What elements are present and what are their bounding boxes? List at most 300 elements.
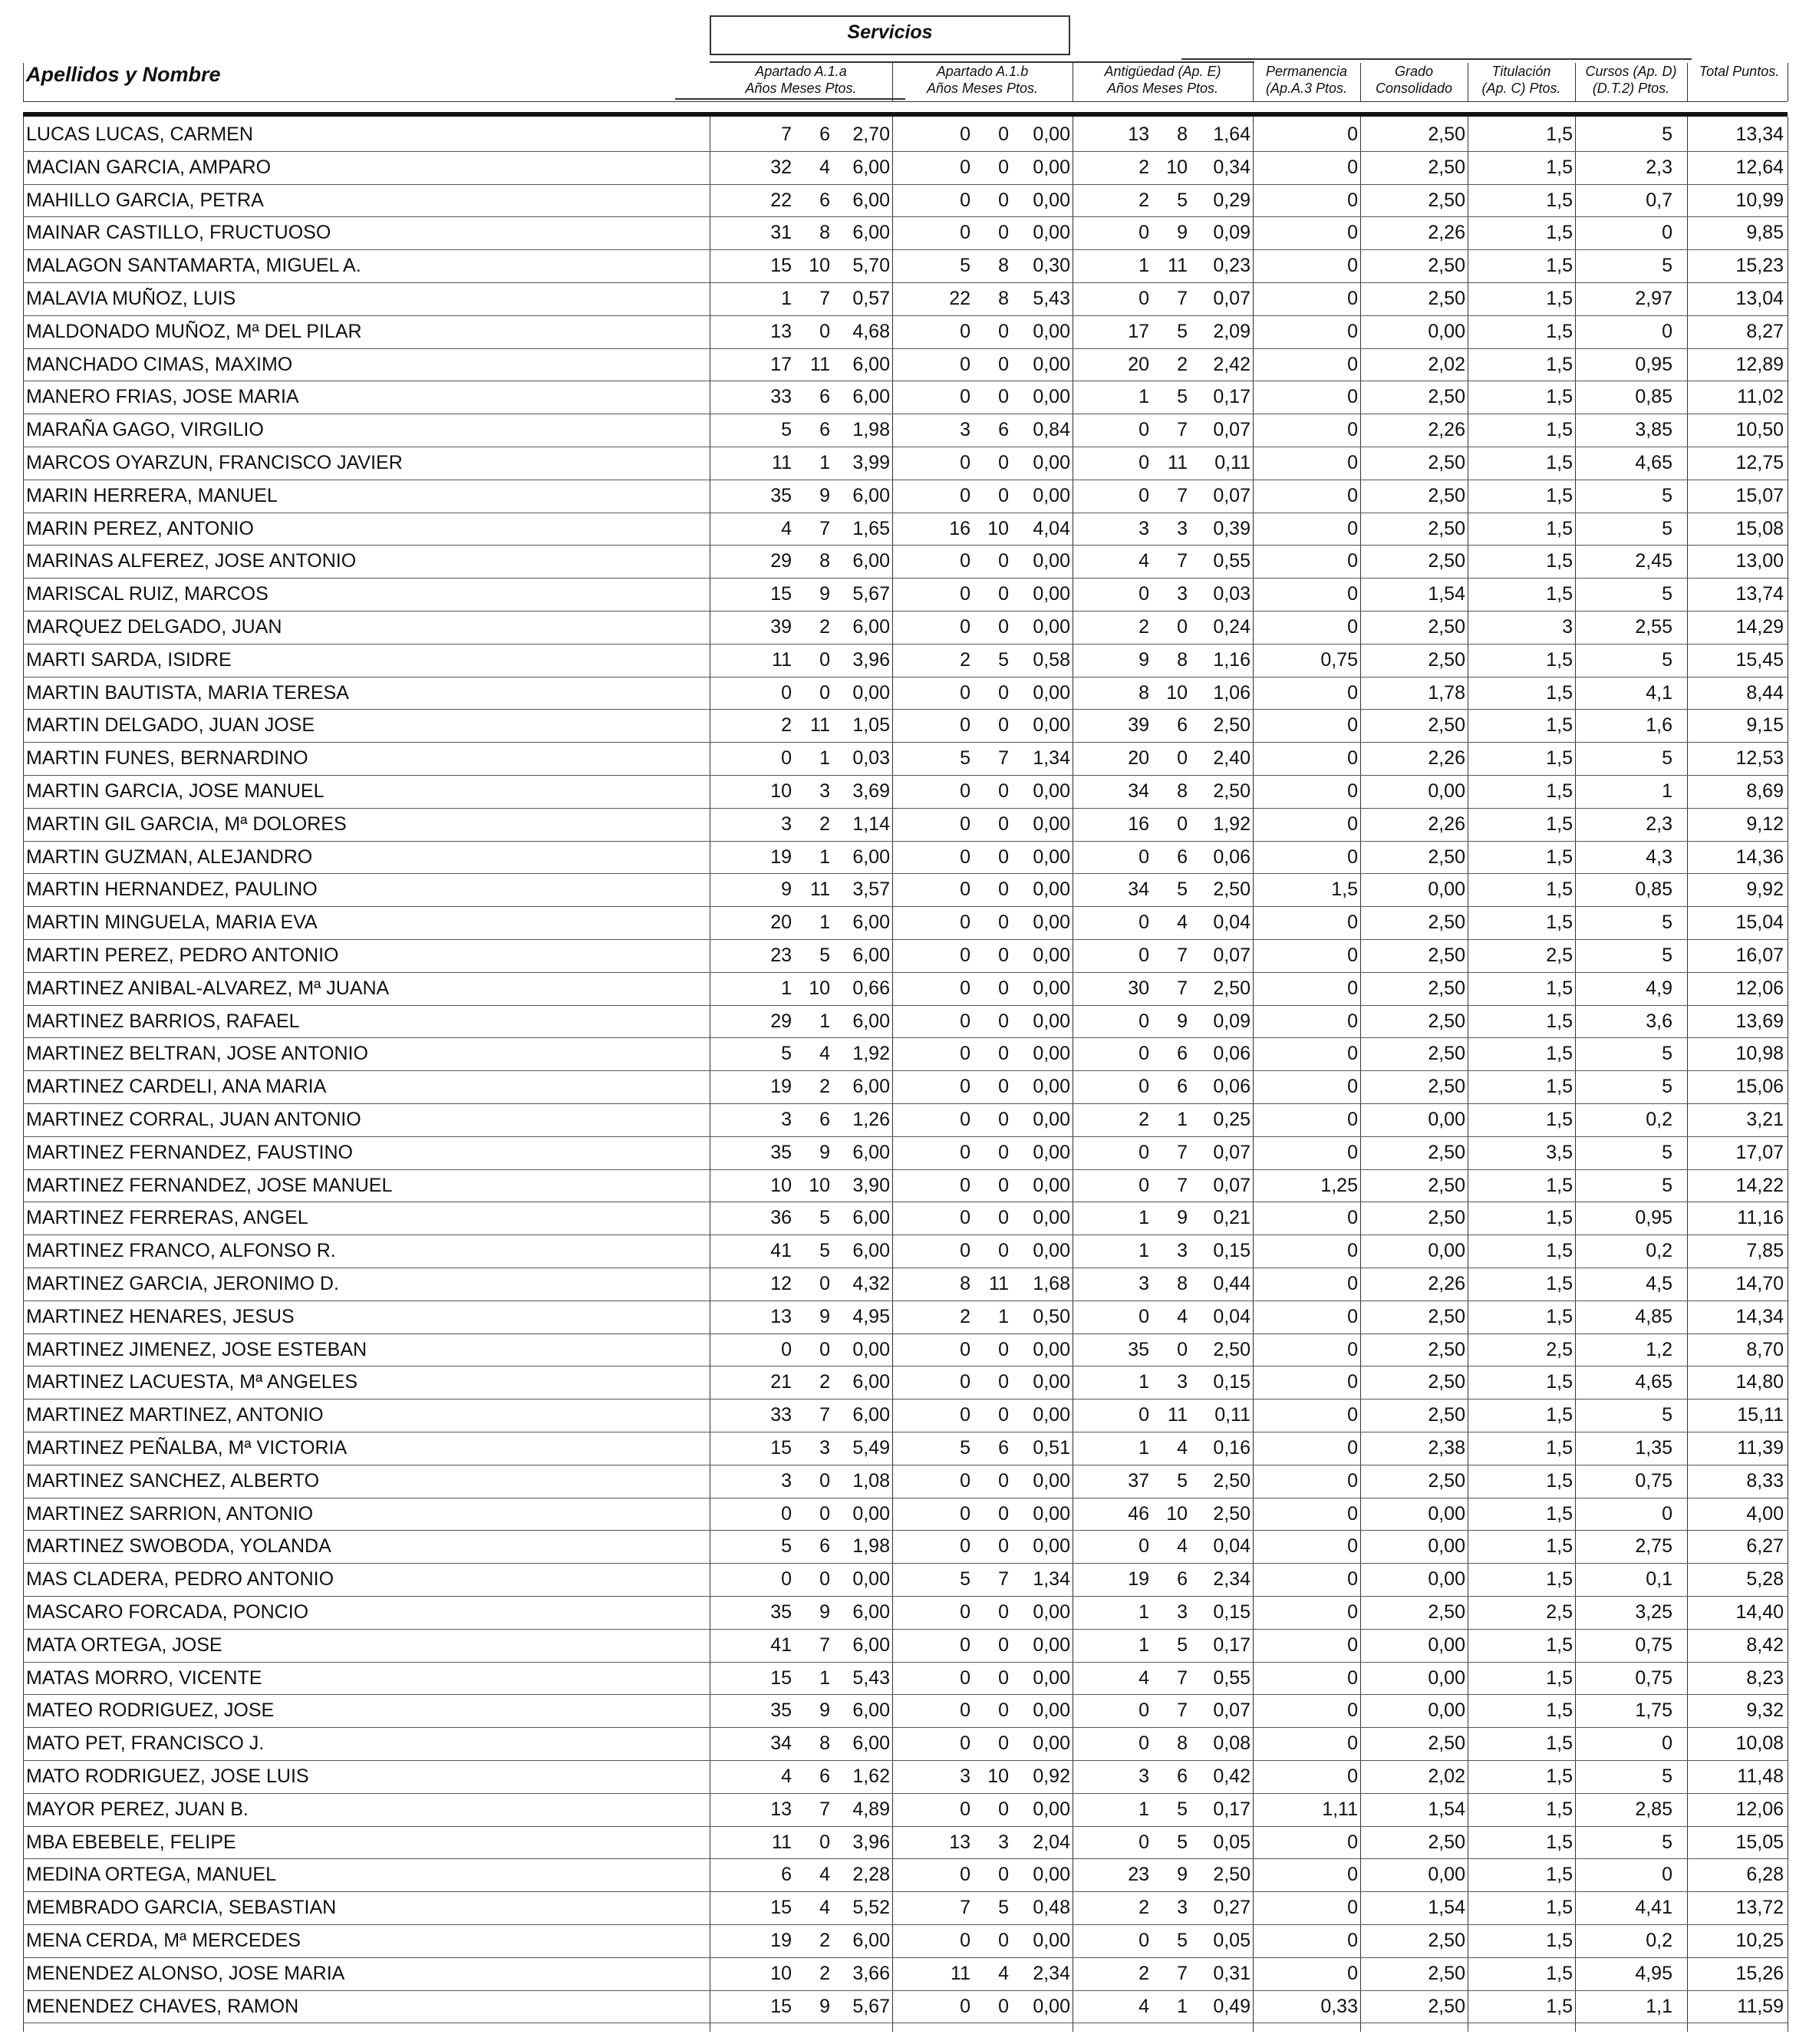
antiguedad-months-cell: 3 [1177, 583, 1188, 605]
a1a-months-cell: 3 [819, 1437, 830, 1459]
antiguedad-years-cell: 17 [1128, 320, 1149, 342]
col-header-a1a: Apartado A.1.a Años Meses Ptos. [745, 64, 857, 96]
permanencia-points-cell: 0 [1347, 222, 1358, 244]
antiguedad-years-cell: 0 [1139, 452, 1149, 473]
grado-consolidado-cell: 2,50 [1428, 1404, 1465, 1426]
cursos-points-cell: 5 [1662, 484, 1672, 506]
grado-consolidado-cell: 2,50 [1428, 1338, 1465, 1360]
cursos-points-cell: 0,75 [1635, 1469, 1672, 1492]
a1b-months-cell: 6 [998, 1437, 1009, 1459]
antiguedad-points-cell: 0,17 [1213, 1798, 1251, 1820]
col-header-a1b: Apartado A.1.b Años Meses Ptos. [926, 64, 1039, 96]
antiguedad-points-cell: 0,55 [1213, 1667, 1251, 1689]
a1b-points-cell: 1,34 [1033, 747, 1070, 770]
a1a-months-cell: 9 [819, 1699, 830, 1722]
a1a-months-cell: 1 [819, 912, 830, 934]
table-row [0, 1202, 1819, 1235]
a1a-months-cell: 7 [819, 517, 830, 539]
a1b-years-cell: 0 [960, 484, 970, 506]
permanencia-points-cell: 0 [1347, 813, 1358, 835]
person-name: MBA EBEBELE, FELIPE [26, 1831, 236, 1853]
a1a-points-cell: 0,00 [852, 1338, 890, 1360]
person-name: MARTINEZ BARRIOS, RAFAEL [26, 1010, 300, 1032]
permanencia-points-cell: 0 [1347, 1469, 1358, 1492]
a1a-months-cell: 1 [819, 452, 830, 473]
a1a-points-cell: 6,00 [852, 616, 890, 638]
a1a-months-cell: 5 [819, 945, 830, 966]
grado-consolidado-cell: 2,50 [1428, 714, 1465, 737]
titulacion-points-cell: 1,5 [1546, 1043, 1573, 1065]
a1a-months-cell: 2 [819, 1371, 830, 1393]
antiguedad-years-cell: 13 [1128, 124, 1149, 145]
a1b-years-cell: 0 [960, 1076, 970, 1098]
a1a-points-cell: 6,00 [852, 1207, 890, 1229]
a1a-points-cell: 4,32 [852, 1273, 890, 1294]
titulacion-points-cell: 1,5 [1546, 1207, 1573, 1229]
titulacion-points-cell: 1,5 [1546, 288, 1573, 309]
a1b-months-cell: 0 [998, 879, 1009, 901]
a1a-months-cell: 1 [819, 1667, 830, 1689]
a1b-years-cell: 5 [960, 747, 970, 770]
antiguedad-points-cell: 0,07 [1213, 1174, 1251, 1196]
antiguedad-points-cell: 2,40 [1213, 747, 1251, 770]
antiguedad-points-cell: 1,06 [1213, 681, 1251, 704]
a1b-years-cell: 0 [960, 1634, 970, 1656]
a1a-months-cell: 4 [819, 1864, 830, 1886]
a1a-points-cell: 6,00 [852, 1699, 890, 1722]
antiguedad-years-cell: 2 [1139, 1897, 1149, 1919]
a1a-years-cell: 1 [781, 977, 792, 999]
cursos-points-cell: 0 [1662, 1864, 1672, 1886]
titulacion-points-cell: 1,5 [1546, 1240, 1573, 1262]
permanencia-points-cell: 0 [1347, 1930, 1358, 1951]
grado-consolidado-cell: 2,50 [1428, 124, 1465, 145]
a1a-points-cell: 5,49 [852, 1437, 890, 1459]
a1a-points-cell: 6,00 [852, 222, 890, 244]
antiguedad-months-cell: 8 [1177, 780, 1188, 802]
a1a-years-cell: 34 [770, 1732, 792, 1755]
a1a-years-cell: 20 [770, 912, 792, 934]
titulacion-points-cell: 1,5 [1546, 353, 1573, 375]
person-name: MALAVIA MUÑOZ, LUIS [26, 288, 236, 309]
permanencia-points-cell: 1,5 [1331, 879, 1358, 901]
cursos-points-cell: 2,3 [1646, 813, 1672, 835]
a1b-points-cell: 0,00 [1033, 1043, 1070, 1065]
a1a-months-cell: 9 [819, 484, 830, 506]
a1b-months-cell: 0 [998, 813, 1009, 835]
a1a-points-cell: 6,00 [852, 386, 890, 408]
a1b-months-cell: 0 [998, 1930, 1009, 1951]
a1a-months-cell: 7 [819, 1404, 830, 1426]
titulacion-points-cell: 1,5 [1546, 1732, 1573, 1755]
cursos-points-cell: 1,6 [1646, 714, 1672, 737]
person-name: MARTINEZ SANCHEZ, ALBERTO [26, 1469, 320, 1492]
total-points-cell: 9,92 [1746, 879, 1784, 901]
a1a-points-cell: 2,28 [852, 1864, 890, 1886]
cursos-points-cell: 5 [1662, 648, 1672, 671]
antiguedad-years-cell: 2 [1139, 189, 1149, 211]
total-points-cell: 15,26 [1735, 1962, 1784, 1984]
antiguedad-months-cell: 7 [1177, 1962, 1188, 1984]
grado-consolidado-cell: 2,02 [1428, 1765, 1465, 1787]
a1b-months-cell: 8 [998, 255, 1009, 277]
a1b-months-cell: 0 [998, 1141, 1009, 1163]
a1b-months-cell: 0 [998, 386, 1009, 408]
antiguedad-months-cell: 4 [1177, 912, 1188, 934]
a1a-points-cell: 3,66 [852, 1962, 890, 1984]
a1b-months-cell: 0 [998, 1798, 1009, 1820]
a1b-years-cell: 0 [960, 1535, 970, 1558]
antiguedad-points-cell: 0,07 [1213, 484, 1251, 506]
a1b-months-cell: 0 [998, 1732, 1009, 1755]
a1a-points-cell: 4,68 [852, 320, 890, 342]
a1a-years-cell: 13 [770, 320, 792, 342]
table-row [0, 1563, 1819, 1596]
cursos-points-cell: 5 [1662, 1141, 1672, 1163]
antiguedad-months-cell: 7 [1177, 550, 1188, 572]
grado-consolidado-cell: 0,00 [1428, 1109, 1465, 1130]
cursos-points-cell: 4,95 [1635, 1962, 1672, 1984]
antiguedad-points-cell: 2,50 [1213, 1469, 1251, 1492]
person-name: MARTI SARDA, ISIDRE [26, 648, 232, 671]
antiguedad-months-cell: 9 [1177, 1207, 1188, 1229]
total-points-cell: 9,85 [1746, 222, 1784, 244]
table-row [0, 742, 1819, 775]
a1a-points-cell: 1,98 [852, 1535, 890, 1558]
antiguedad-years-cell: 2 [1139, 616, 1149, 638]
cursos-points-cell: 0,75 [1635, 1634, 1672, 1656]
antiguedad-months-cell: 5 [1177, 189, 1188, 211]
a1a-points-cell: 0,00 [852, 681, 890, 704]
a1a-points-cell: 1,08 [852, 1469, 890, 1492]
antiguedad-years-cell: 19 [1128, 1568, 1149, 1591]
a1b-months-cell: 0 [998, 189, 1009, 211]
a1b-months-cell: 8 [998, 288, 1009, 309]
table-row [0, 709, 1819, 742]
grado-consolidado-cell: 0,00 [1428, 320, 1465, 342]
titulacion-points-cell: 1,5 [1546, 1109, 1573, 1130]
cursos-points-cell: 2,55 [1635, 616, 1672, 638]
cursos-points-cell: 1,35 [1635, 1437, 1672, 1459]
total-points-cell: 13,34 [1735, 124, 1784, 145]
a1b-months-cell: 0 [998, 156, 1009, 178]
cursos-points-cell: 0,1 [1646, 1568, 1672, 1591]
antiguedad-months-cell: 4 [1177, 1437, 1188, 1459]
person-name: MARTINEZ SARRION, ANTONIO [26, 1502, 314, 1525]
titulacion-points-cell: 1,5 [1546, 780, 1573, 802]
a1b-points-cell: 2,34 [1033, 1962, 1070, 1984]
total-points-cell: 10,25 [1735, 1930, 1784, 1951]
antiguedad-points-cell: 0,05 [1213, 1831, 1251, 1853]
a1b-months-cell: 1 [998, 1305, 1009, 1327]
a1b-years-cell: 0 [960, 714, 970, 737]
grado-consolidado-cell: 2,50 [1428, 1995, 1465, 2017]
total-points-cell: 14,34 [1735, 1305, 1784, 1327]
cursos-points-cell: 1,75 [1635, 1699, 1672, 1722]
antiguedad-years-cell: 0 [1139, 1404, 1149, 1426]
table-row [0, 1432, 1819, 1465]
a1a-points-cell: 6,00 [852, 1732, 890, 1755]
antiguedad-years-cell: 20 [1128, 353, 1149, 375]
antiguedad-years-cell: 0 [1139, 1305, 1149, 1327]
a1b-years-cell: 0 [960, 1404, 970, 1426]
permanencia-points-cell: 0 [1347, 1502, 1358, 1525]
grado-consolidado-cell: 2,50 [1428, 1371, 1465, 1393]
antiguedad-points-cell: 0,21 [1213, 1207, 1251, 1229]
person-name: MARTINEZ PEÑALBA, Mª VICTORIA [26, 1437, 348, 1459]
person-name: MARAÑA GAGO, VIRGILIO [26, 419, 264, 441]
a1b-years-cell: 0 [960, 156, 970, 178]
a1b-years-cell: 0 [960, 1338, 970, 1360]
a1a-years-cell: 15 [770, 1897, 792, 1919]
a1a-years-cell: 29 [770, 1010, 792, 1032]
antiguedad-years-cell: 4 [1139, 1995, 1149, 2017]
cursos-points-cell: 3,25 [1635, 1601, 1672, 1623]
table-row [0, 447, 1819, 480]
a1b-points-cell: 0,00 [1033, 977, 1070, 999]
antiguedad-years-cell: 0 [1139, 1141, 1149, 1163]
a1a-months-cell: 0 [819, 681, 830, 704]
titulacion-points-cell: 1,5 [1546, 1568, 1573, 1591]
antiguedad-points-cell: 1,92 [1213, 813, 1251, 835]
a1a-points-cell: 6,00 [852, 550, 890, 572]
a1b-years-cell: 0 [960, 1043, 970, 1065]
a1a-points-cell: 1,14 [852, 813, 890, 835]
a1b-months-cell: 6 [998, 419, 1009, 441]
grado-consolidado-cell: 2,50 [1428, 945, 1465, 966]
a1a-years-cell: 35 [770, 1699, 792, 1722]
cursos-points-cell: 1,1 [1646, 1995, 1672, 2017]
permanencia-points-cell: 0 [1347, 1897, 1358, 1919]
grado-consolidado-cell: 1,54 [1428, 1897, 1465, 1919]
grado-consolidado-cell: 2,26 [1428, 419, 1465, 441]
table-row [0, 513, 1819, 546]
table-row [0, 1070, 1819, 1103]
antiguedad-points-cell: 0,55 [1213, 550, 1251, 572]
a1b-points-cell: 0,00 [1033, 1469, 1070, 1492]
a1b-points-cell: 0,00 [1033, 1371, 1070, 1393]
person-name: MENENDEZ CHAVES, RAMON [26, 1995, 299, 2017]
antiguedad-years-cell: 4 [1139, 550, 1149, 572]
antiguedad-years-cell: 0 [1139, 583, 1149, 605]
cursos-points-cell: 0,95 [1635, 1207, 1672, 1229]
total-points-cell: 10,98 [1735, 1043, 1784, 1065]
total-points-cell: 17,07 [1735, 1141, 1784, 1163]
titulacion-points-cell: 1,5 [1546, 1502, 1573, 1525]
total-points-cell: 3,21 [1746, 1109, 1784, 1130]
antiguedad-years-cell: 0 [1139, 1732, 1149, 1755]
table-row [0, 1334, 1819, 1367]
titulacion-points-cell: 1,5 [1546, 1634, 1573, 1656]
a1a-years-cell: 35 [770, 1141, 792, 1163]
permanencia-points-cell: 0 [1347, 1535, 1358, 1558]
person-name: LUCAS LUCAS, CARMEN [26, 124, 253, 145]
grado-consolidado-cell: 2,50 [1428, 1831, 1465, 1853]
a1b-points-cell: 0,51 [1033, 1437, 1070, 1459]
a1a-years-cell: 22 [770, 189, 792, 211]
antiguedad-years-cell: 30 [1128, 977, 1149, 999]
grado-consolidado-cell: 0,00 [1428, 1568, 1465, 1591]
a1a-months-cell: 2 [819, 813, 830, 835]
a1a-points-cell: 5,67 [852, 583, 890, 605]
a1a-months-cell: 6 [819, 124, 830, 145]
a1a-months-cell: 0 [819, 1831, 830, 1853]
a1a-years-cell: 11 [772, 1831, 792, 1853]
table-row [0, 972, 1819, 1005]
a1a-points-cell: 0,57 [852, 288, 890, 309]
a1a-years-cell: 33 [770, 386, 792, 408]
a1a-months-cell: 2 [819, 1076, 830, 1098]
table-row [0, 282, 1819, 315]
antiguedad-years-cell: 0 [1139, 1010, 1149, 1032]
permanencia-points-cell: 0 [1347, 1273, 1358, 1294]
titulacion-points-cell: 1,5 [1546, 452, 1573, 473]
antiguedad-months-cell: 11 [1168, 1404, 1188, 1426]
person-name: MARTIN BAUTISTA, MARIA TERESA [26, 681, 349, 704]
antiguedad-months-cell: 8 [1177, 124, 1188, 145]
antiguedad-points-cell: 0,17 [1213, 386, 1251, 408]
a1b-points-cell: 0,00 [1033, 386, 1070, 408]
a1a-months-cell: 8 [819, 1732, 830, 1755]
person-name: MATO PET, FRANCISCO J. [26, 1732, 265, 1755]
header-divider [1253, 63, 1254, 101]
header-rule [710, 61, 1254, 63]
antiguedad-years-cell: 16 [1128, 813, 1149, 835]
a1b-points-cell: 0,00 [1033, 452, 1070, 473]
a1b-points-cell: 0,00 [1033, 912, 1070, 934]
a1b-points-cell: 0,00 [1033, 124, 1070, 145]
table-row [0, 151, 1819, 184]
person-name: MEDINA ORTEGA, MANUEL [26, 1864, 276, 1886]
a1a-points-cell: 1,26 [852, 1109, 890, 1130]
a1b-points-cell: 0,00 [1033, 1174, 1070, 1196]
header-divider [1687, 63, 1688, 101]
a1a-years-cell: 0 [781, 1338, 792, 1360]
table-row [0, 1727, 1819, 1760]
antiguedad-points-cell: 0,44 [1213, 1273, 1251, 1294]
a1a-years-cell: 0 [781, 747, 792, 770]
a1a-years-cell: 15 [770, 1995, 792, 2017]
permanencia-points-cell: 0 [1347, 1634, 1358, 1656]
grado-consolidado-cell: 2,26 [1428, 222, 1465, 244]
antiguedad-points-cell: 2,50 [1213, 1502, 1251, 1525]
a1a-points-cell: 0,03 [852, 747, 890, 770]
a1a-years-cell: 39 [770, 616, 792, 638]
antiguedad-points-cell: 0,39 [1213, 517, 1251, 539]
cursos-points-cell: 1,2 [1646, 1338, 1672, 1360]
a1a-years-cell: 36 [770, 1207, 792, 1229]
cursos-points-cell: 2,85 [1635, 1798, 1672, 1820]
grado-consolidado-cell: 2,50 [1428, 648, 1465, 671]
cursos-points-cell: 0 [1662, 1732, 1672, 1755]
titulacion-points-cell: 1,5 [1546, 1076, 1573, 1098]
permanencia-points-cell: 0 [1347, 977, 1358, 999]
total-points-cell: 12,89 [1735, 353, 1784, 375]
a1b-months-cell: 0 [998, 1469, 1009, 1492]
a1b-points-cell: 4,04 [1033, 517, 1070, 539]
titulacion-points-cell: 1,5 [1546, 1305, 1573, 1327]
antiguedad-years-cell: 0 [1139, 1174, 1149, 1196]
grado-consolidado-cell: 2,50 [1428, 1732, 1465, 1755]
antiguedad-points-cell: 0,17 [1213, 1634, 1251, 1656]
a1b-months-cell: 0 [998, 1864, 1009, 1886]
a1a-months-cell: 0 [819, 1469, 830, 1492]
total-points-cell: 14,70 [1735, 1273, 1784, 1294]
antiguedad-years-cell: 2 [1139, 156, 1149, 178]
cursos-points-cell: 0,75 [1635, 1667, 1672, 1689]
person-name: MARCOS OYARZUN, FRANCISCO JAVIER [26, 452, 403, 473]
person-name: MARTINEZ FERNANDEZ, FAUSTINO [26, 1141, 353, 1163]
a1b-points-cell: 0,00 [1033, 1010, 1070, 1032]
a1b-years-cell: 0 [960, 189, 970, 211]
grado-consolidado-cell: 2,50 [1428, 1043, 1465, 1065]
antiguedad-points-cell: 0,11 [1214, 1404, 1251, 1426]
antiguedad-years-cell: 23 [1128, 1864, 1149, 1886]
a1a-years-cell: 13 [770, 1798, 792, 1820]
cursos-points-cell: 2,75 [1635, 1535, 1672, 1558]
table-row [0, 906, 1819, 939]
titulacion-points-cell: 1,5 [1546, 648, 1573, 671]
total-points-cell: 14,80 [1735, 1371, 1784, 1393]
cursos-points-cell: 5 [1662, 255, 1672, 277]
person-name: MARTINEZ MARTINEZ, ANTONIO [26, 1404, 324, 1426]
total-points-cell: 12,75 [1735, 452, 1784, 473]
person-name: MATAS MORRO, VICENTE [26, 1667, 262, 1689]
antiguedad-points-cell: 2,50 [1213, 879, 1251, 901]
a1b-years-cell: 0 [960, 1240, 970, 1262]
a1b-points-cell: 0,00 [1033, 1864, 1070, 1886]
total-points-cell: 6,27 [1746, 1535, 1784, 1558]
person-name: MAYOR PEREZ, JUAN B. [26, 1798, 249, 1820]
a1b-points-cell: 0,00 [1033, 1240, 1070, 1262]
a1b-years-cell: 0 [960, 846, 970, 868]
a1b-years-cell: 8 [960, 1273, 970, 1294]
grado-consolidado-cell: 2,50 [1428, 1930, 1465, 1951]
a1a-points-cell: 3,96 [852, 1831, 890, 1853]
a1b-months-cell: 0 [998, 1502, 1009, 1525]
grado-consolidado-cell: 0,00 [1428, 1240, 1465, 1262]
a1a-years-cell: 31 [770, 222, 792, 244]
antiguedad-years-cell: 0 [1139, 1535, 1149, 1558]
antiguedad-points-cell: 0,07 [1213, 1141, 1251, 1163]
titulacion-points-cell: 1,5 [1546, 255, 1573, 277]
table-row [0, 1629, 1819, 1662]
permanencia-points-cell: 0 [1347, 1765, 1358, 1787]
person-name: MARTINEZ FERRERAS, ANGEL [26, 1207, 308, 1229]
a1b-years-cell: 0 [960, 1732, 970, 1755]
total-points-cell: 14,29 [1735, 616, 1784, 638]
a1b-months-cell: 0 [998, 846, 1009, 868]
antiguedad-months-cell: 0 [1177, 747, 1188, 770]
table-row [0, 381, 1819, 414]
a1a-points-cell: 1,65 [852, 517, 890, 539]
antiguedad-years-cell: 35 [1128, 1338, 1149, 1360]
antiguedad-years-cell: 0 [1139, 1831, 1149, 1853]
a1b-points-cell: 0,00 [1033, 616, 1070, 638]
antiguedad-years-cell: 1 [1139, 1240, 1149, 1262]
a1b-points-cell: 0,00 [1033, 484, 1070, 506]
antiguedad-years-cell: 2 [1139, 1962, 1149, 1984]
cursos-points-cell: 4,1 [1646, 681, 1672, 704]
person-name: MAS CLADERA, PEDRO ANTONIO [26, 1568, 334, 1591]
a1a-months-cell: 0 [819, 1568, 830, 1591]
antiguedad-months-cell: 7 [1177, 1699, 1188, 1722]
person-name: MARQUEZ DELGADO, JUAN [26, 616, 282, 638]
a1a-months-cell: 6 [819, 386, 830, 408]
a1a-months-cell: 5 [819, 1240, 830, 1262]
permanencia-points-cell: 0 [1347, 156, 1358, 178]
total-points-cell: 10,99 [1735, 189, 1784, 211]
